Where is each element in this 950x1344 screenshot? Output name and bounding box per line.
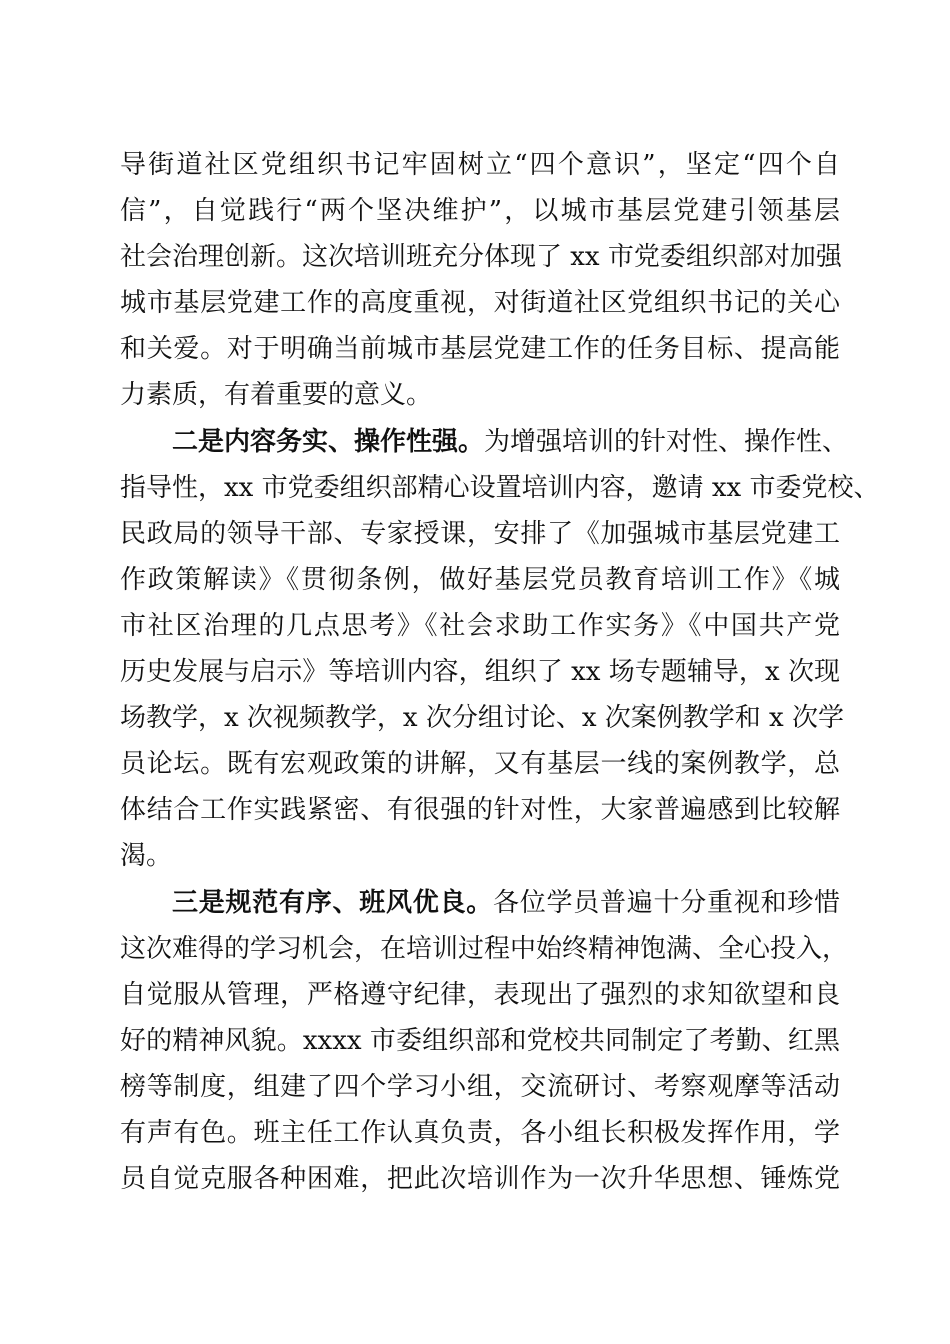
paragraph-3-line-6: 有声有色。班主任工作认真负责，各小组长积极发挥作用，学 [120,1118,840,1148]
paragraph-2-line-6: 历史发展与启示》等培训内容，组织了 xx 场专题辅导，x 次现 [120,657,840,687]
paragraph-2-line-3: 民政局的领导干部、专家授课，安排了《加强城市基层党建工 [120,519,840,549]
paragraph-2-line-2: 指导性，xx 市党委组织部精心设置培训内容，邀请 xx 市委党校、 [120,473,880,503]
paragraph-1-line-4: 城市基层党建工作的高度重视，对街道社区党组织书记的关心 [120,288,840,318]
paragraph-2-line-10: 渴。 [120,841,173,871]
paragraph-1-line-6: 力素质，有着重要的意义。 [120,380,433,410]
paragraph-2-line-8: 员论坛。既有宏观政策的讲解，又有基层一线的案例教学，总 [120,749,840,779]
paragraph-3-line-7: 员自觉克服各种困难，把此次培训作为一次升华思想、锤炼党 [120,1164,840,1194]
paragraph-1-line-1: 导街道社区党组织书记牢固树立“四个意识”，坚定“四个自 [120,150,840,180]
paragraph-2-line-9: 体结合工作实践紧密、有很强的针对性，大家普遍感到比较解 [120,795,840,825]
paragraph-3-line-2: 这次难得的学习机会，在培训过程中始终精神饱满、全心投入， [120,934,849,964]
paragraph-1-line-5: 和关爱。对于明确当前城市基层党建工作的任务目标、提高能 [120,334,840,364]
paragraph-3-line-1 [172,881,840,925]
paragraph-2-line-4: 作政策解读》《贯彻条例，做好基层党员教育培训工作》《城 [120,565,840,595]
paragraph-2-first-line-text: 为增强培训的针对性、操作性、 [484,427,849,457]
paragraph-1-line-3: 社会治理创新。这次培训班充分体现了 xx 市党委组织部对加强 [120,242,842,272]
paragraph-2-line-1 [172,420,849,464]
paragraph-2-line-5: 市社区治理的几点思考》《社会求助工作实务》《中国共产党 [120,611,840,641]
paragraph-3-line-5: 榜等制度，组建了四个学习小组，交流研讨、考察观摩等活动 [120,1072,840,1102]
paragraph-3-heading: 三是规范有序、班风优良。 [172,888,493,918]
paragraph-3-line-4: 好的精神风貌。xxxx 市委组织部和党校共同制定了考勤、红黑 [120,1026,840,1056]
paragraph-3-line-3: 自觉服从管理，严格遵守纪律，表现出了强烈的求知欲望和良 [120,980,840,1010]
paragraph-1-line-2: 信”，自觉践行“两个坚决维护”，以城市基层党建引领基层 [120,196,840,226]
paragraph-3-first-line-text: 各位学员普遍十分重视和珍惜 [493,888,840,918]
paragraph-2-line-7: 场教学，x 次视频教学，x 次分组讨论、x 次案例教学和 x 次学 [120,703,844,733]
paragraph-2-heading: 二是内容务实、操作性强。 [172,427,485,457]
